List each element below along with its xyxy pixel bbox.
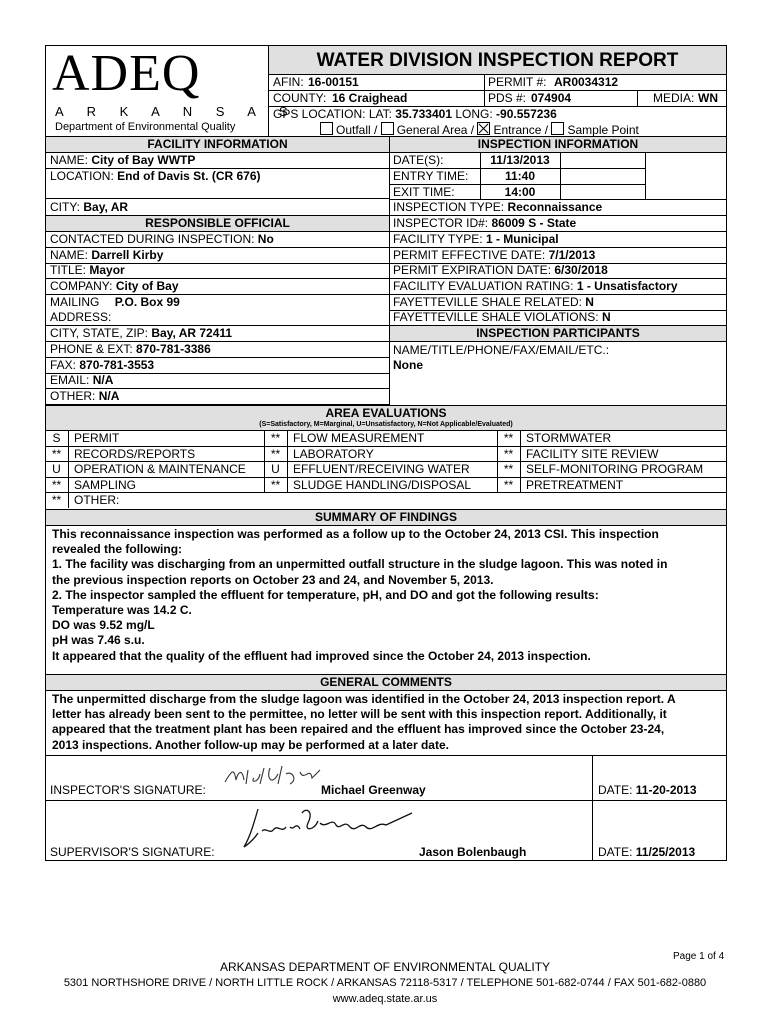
official-phone-row <box>50 342 211 356</box>
facility-type-label: FACILITY TYPE: <box>393 232 483 246</box>
inspector-date-label: DATE: <box>598 783 633 797</box>
location-type-label: Entrance <box>493 123 542 137</box>
inspection-type-label: INSPECTION TYPE: <box>393 200 505 214</box>
area-code: ** <box>51 493 62 507</box>
supervisor-name: Jason Bolenbaugh <box>419 845 527 859</box>
summary-line: Temperature was 14.2 C. <box>52 603 192 617</box>
area-code: U <box>271 462 280 476</box>
official-email-label: EMAIL: <box>50 373 90 387</box>
checkbox-2[interactable] <box>477 122 490 135</box>
shale-violations-row <box>393 310 611 324</box>
summary-line: pH was 7.46 s.u. <box>52 633 145 648</box>
area-label: EFFLUENT/RECEIVING WATER <box>293 462 470 476</box>
inspector-id-value: 86009 S - State <box>491 216 577 230</box>
permit-expiration-label: PERMIT EXPIRATION DATE: <box>393 263 552 277</box>
facility-name: City of Bay WWTP <box>91 153 196 167</box>
facility-name-label: NAME: <box>50 153 89 167</box>
area-code: U <box>52 462 61 476</box>
page-number: Page 1 of 4 <box>673 951 725 962</box>
official-heading: RESPONSIBLE OFFICIAL <box>145 216 290 230</box>
exit-time-label: EXIT TIME: <box>393 185 455 199</box>
logo-subtitle: A R K A N S A S <box>55 104 298 119</box>
footer-address: 5301 NORTHSHORE DRIVE / NORTH LITTLE ROCK / ARKANSAS 72118-5317 / TELEPHONE 501-682-0744 / FAX 501-682-0880 <box>63 977 707 989</box>
media-value: WN <box>698 91 718 105</box>
inspector-date: 11-20-2013 <box>635 783 697 797</box>
area-label: PRETREATMENT <box>526 477 624 492</box>
supervisor-date-label: DATE: <box>598 845 633 859</box>
inspector-id-row <box>393 216 576 230</box>
area-code: ** <box>503 477 514 492</box>
long-value: -90.557236 <box>496 107 557 121</box>
official-fax-label: FAX: <box>50 358 77 372</box>
area-label: OTHER: <box>74 493 120 507</box>
facility-city-row <box>50 200 128 214</box>
facility-heading: FACILITY INFORMATION <box>147 137 288 151</box>
area-code: ** <box>51 477 62 492</box>
checkbox-0[interactable] <box>320 122 333 135</box>
shale-violations-value: N <box>601 310 611 324</box>
area-label: LABORATORY <box>293 446 374 461</box>
participants-value: None <box>393 358 423 372</box>
evaluation-rating-label: FACILITY EVALUATION RATING: <box>393 279 574 293</box>
official-mailing-label: MAILING <box>50 295 100 309</box>
checkbox-3[interactable] <box>551 122 564 135</box>
official-mailing-row <box>50 295 180 309</box>
official-company-label: COMPANY: <box>50 279 113 293</box>
facility-city: Bay, AR <box>83 200 129 214</box>
permit-effective-value: 7/1/2013 <box>548 248 596 262</box>
comment-line: The unpermitted discharge from the sludge lagoon was identified in the October 24, 2013 inspection report. A <box>52 692 676 706</box>
location-type-label: Sample Point <box>567 123 639 137</box>
summary-line: DO was 9.52 mg/L <box>52 618 155 633</box>
official-fax-row <box>50 358 154 372</box>
dates-label: DATE(S): <box>393 153 444 167</box>
entry-time-label: ENTRY TIME: <box>393 169 469 183</box>
logo-text: ADEQ <box>52 45 201 102</box>
area-label: FACILITY SITE REVIEW <box>526 446 659 461</box>
area-code: ** <box>503 446 514 461</box>
supervisor-date: 11/25/2013 <box>635 845 696 859</box>
supervisor-signature <box>240 803 420 853</box>
afin-value: 16-00151 <box>308 75 359 89</box>
report-title: WATER DIVISION INSPECTION REPORT <box>316 50 679 71</box>
permit-expiration-row <box>393 263 608 277</box>
official-title-row <box>50 263 125 277</box>
participants-heading: INSPECTION PARTICIPANTS <box>476 326 640 340</box>
area-heading: AREA EVALUATIONS <box>325 406 447 420</box>
county-value: 16 Craighead <box>332 91 408 105</box>
inspection-heading: INSPECTION INFORMATION <box>477 137 639 151</box>
area-label: SELF-MONITORING PROGRAM <box>526 462 704 476</box>
inspection-type-value: Reconnaissance <box>507 200 603 214</box>
facility-city-label: CITY: <box>50 200 81 214</box>
inspection-type-row <box>393 200 602 214</box>
inspector-signature-label: INSPECTOR'S SIGNATURE: <box>50 783 206 797</box>
official-email-row <box>50 373 113 387</box>
inspector-id-label: INSPECTOR ID#: <box>393 216 489 230</box>
entry-time-value: 11:40 <box>504 169 536 183</box>
shale-related-value: N <box>585 295 594 309</box>
official-other-value: N/A <box>98 389 120 403</box>
pds-value: 074904 <box>531 91 572 105</box>
permit-effective-label: PERMIT EFFECTIVE DATE: <box>393 248 546 262</box>
permit-expiration-value: 6/30/2018 <box>554 263 608 277</box>
official-name-row <box>50 248 163 262</box>
contacted-label: CONTACTED DURING INSPECTION: <box>50 232 255 246</box>
evaluation-rating-value: 1 - Unsatisfactory <box>576 279 678 293</box>
contacted-row <box>50 232 274 246</box>
area-label: PERMIT <box>74 431 120 445</box>
inspector-signature <box>220 760 330 798</box>
participants-columns: NAME/TITLE/PHONE/FAX/EMAIL/ETC.: <box>393 343 610 357</box>
official-name-label: NAME: <box>50 248 89 262</box>
area-label: STORMWATER <box>526 431 612 445</box>
footer-agency: ARKANSAS DEPARTMENT OF ENVIRONMENTAL QUALITY <box>219 960 551 974</box>
summary-line: 1. The facility was discharging from an unpermitted outfall structure in the sludge lagoon. This was noted in <box>52 557 668 572</box>
comment-line: letter has already been sent to the permittee, no letter will be sent with this inspection report. Additionally, it <box>52 707 667 722</box>
area-code: ** <box>270 446 281 461</box>
area-label: SAMPLING <box>74 477 137 492</box>
area-code: ** <box>51 446 62 461</box>
official-name-value: Darrell Kirby <box>91 248 164 262</box>
area-code: ** <box>270 477 281 492</box>
checkbox-1[interactable] <box>381 122 394 135</box>
summary-line: 2. The inspector sampled the effluent for temperature, pH, and DO and got the following results: <box>52 587 599 602</box>
area-legend: (S=Satisfactory, M=Marginal, U=Unsatisfactory, N=Not Applicable/Evaluated) <box>259 421 513 428</box>
summary-line: This reconnaissance inspection was performed as a follow up to the October 24, 2013 CSI. This inspection <box>52 527 659 541</box>
dates-value: 11/13/2013 <box>490 153 550 167</box>
area-code: ** <box>503 431 514 445</box>
long-label: LONG: <box>455 107 493 121</box>
facility-type-row <box>393 232 559 246</box>
lat-label: LAT: <box>368 107 392 121</box>
area-code: ** <box>270 431 281 445</box>
county-label: COUNTY: <box>273 91 327 105</box>
facility-location-label: LOCATION: <box>50 169 114 183</box>
facility-location-row <box>50 169 261 183</box>
official-address-label: ADDRESS: <box>50 310 112 324</box>
official-phone-label: PHONE & EXT: <box>50 342 133 356</box>
official-csz-value: Bay, AR 72411 <box>151 326 233 340</box>
area-code: S <box>52 431 61 445</box>
facility-name-row <box>50 153 195 167</box>
comment-line: 2013 inspections. Another follow-up may be performed at a later date. <box>52 737 449 752</box>
lat-value: 35.733401 <box>395 107 453 121</box>
pds-label: PDS #: <box>488 91 527 105</box>
media-label: MEDIA: <box>653 91 695 105</box>
shale-related-label: FAYETTEVILLE SHALE RELATED: <box>393 295 582 309</box>
official-phone-value: 870-781-3386 <box>136 342 211 356</box>
official-title-value: Mayor <box>89 263 125 277</box>
official-address-row <box>50 310 111 324</box>
official-mailing-value: P.O. Box 99 <box>114 295 180 309</box>
facility-location: End of Davis St. (CR 676) <box>117 169 261 183</box>
separator: / <box>370 123 381 137</box>
shale-related-row <box>393 295 594 309</box>
official-fax-value: 870-781-3553 <box>79 358 155 372</box>
official-other-row <box>50 389 119 403</box>
summary-heading: SUMMARY OF FINDINGS <box>314 510 457 524</box>
supervisor-signature-label: SUPERVISOR'S SIGNATURE: <box>50 845 215 859</box>
permit-effective-row <box>393 248 595 262</box>
area-label: RECORDS/REPORTS <box>74 446 196 461</box>
facility-type-value: 1 - Municipal <box>485 232 559 246</box>
logo-department: Department of Environmental Quality <box>55 121 236 133</box>
permit-value: AR0034312 <box>554 75 619 89</box>
gps-row <box>273 107 557 121</box>
location-type-label: General Area <box>396 123 468 137</box>
area-label: SLUDGE HANDLING/DISPOSAL <box>293 477 472 492</box>
location-type-options <box>320 122 639 137</box>
summary-line: the previous inspection reports on October 23 and 24, and November 5, 2013. <box>52 572 494 587</box>
official-other-label: OTHER: <box>50 389 96 403</box>
contacted-value: No <box>257 232 274 246</box>
afin-label: AFIN: <box>273 75 304 89</box>
permit-label: PERMIT #: <box>488 75 547 89</box>
area-label: OPERATION & MAINTENANCE <box>74 462 246 476</box>
summary-line: revealed the following: <box>52 542 183 557</box>
area-code: ** <box>503 462 514 476</box>
official-csz-row <box>50 326 232 340</box>
area-label: FLOW MEASUREMENT <box>293 431 425 445</box>
official-csz-label: CITY, STATE, ZIP: <box>50 326 149 340</box>
separator: / <box>541 123 552 137</box>
shale-violations-label: FAYETTEVILLE SHALE VIOLATIONS: <box>393 310 599 324</box>
official-title-label: TITLE: <box>50 263 87 277</box>
exit-time-value: 14:00 <box>504 185 536 199</box>
official-company-value: City of Bay <box>115 279 179 293</box>
separator: / <box>467 123 478 137</box>
location-type-label: Outfall <box>336 123 371 137</box>
official-company-row <box>50 279 179 293</box>
footer-web: www.adeq.state.ar.us <box>332 993 438 1005</box>
comments-heading: GENERAL COMMENTS <box>320 675 452 689</box>
summary-line: It appeared that the quality of the effluent had improved since the October 24, 2013 inspection. <box>52 648 591 663</box>
inspector-name: Michael Greenway <box>321 783 426 797</box>
gps-label: GPS LOCATION: <box>273 107 366 121</box>
official-email-value: N/A <box>92 373 114 387</box>
supervisor-date-row <box>598 845 695 859</box>
comment-line: appeared that the treatment plant has been repaired and the effluent has improved since the October 23-24, <box>52 722 665 737</box>
inspector-date-row <box>598 783 697 797</box>
evaluation-rating-row <box>393 279 678 293</box>
